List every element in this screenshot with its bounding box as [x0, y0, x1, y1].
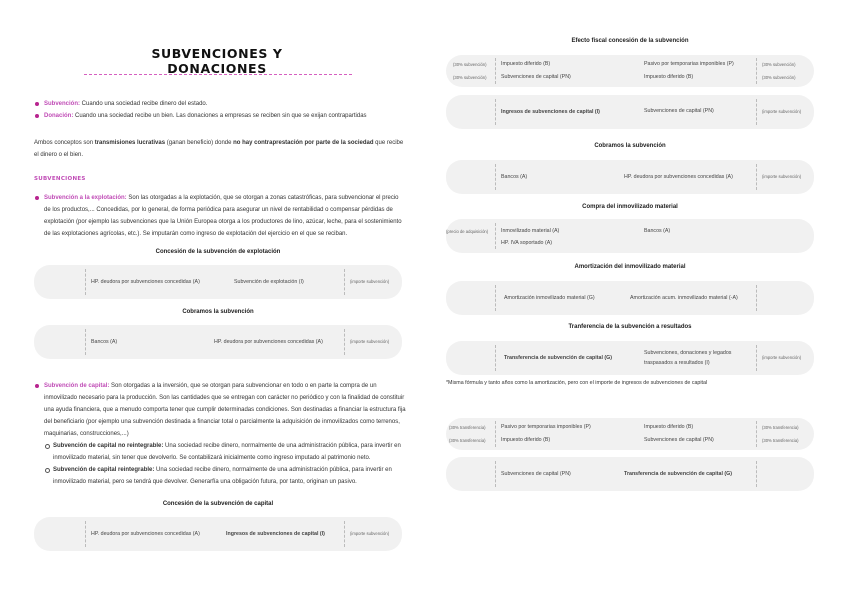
explotacion-item: Subvención a la explotación: Son las otorgadas a la explotación, que se otorgan a zonas catastróficas, para subvencionar el precio de los productos,... Concedidas, por lo general, de forma periódica para asegurar un nivel de rentabilidad o compensar pérdidas de explotación (por ejemplo las subvenciones que la Unión Europea otorga a los productores de lino, azúcar, leche, para el sostenimiento de las explotaciones agrícolas, etc.). Se imputarán como ingreso de explotación del ejercicio en el que se reciban.	[34, 192, 406, 240]
list-item: Donación: Cuando una sociedad recibe un bien. Las donaciones a empresas se reciben sin que se exijan contrapartidas	[34, 110, 404, 122]
page-title: SUBVENCIONES Y DONACIONES	[151, 46, 283, 76]
journal-entry: HP. deudora por subvenciones concedidas (A) Ingresos de subvenciones de capital (I) (importe subvención)	[34, 517, 402, 551]
journal-entry: Bancos (A) HP. deudora por subvenciones concedidas (A) (importe subvención)	[446, 160, 814, 194]
journal-entry: (precio de adquisición) Inmovilizado material (A) HP. IVA soportado (A) Bancos (A)	[446, 219, 814, 253]
entry-heading: Concesión de la subvención de capital	[162, 501, 274, 507]
journal-entry: Amortización inmovilizado material (G) Amortización acum. inmovilizado material (-A)	[446, 281, 814, 315]
journal-entry: HP. deudora por subvenciones concedidas (A) Subvención de explotación (I) (importe subvención)	[34, 265, 402, 299]
section-heading: SUBVENCIONES	[34, 176, 86, 182]
footnote: *Misma fórmula y tanto años como la amortización, pero con el importe de ingresos de subvenciones de capital	[446, 380, 708, 386]
entry-heading: Cobramos la subvención	[594, 143, 666, 149]
journal-entry: (30% transferencia) Pasivo por temporarias imponibles (P) Impuesto diferido (B) (30% transferencia) (30% transferencia) Impuesto diferido (B) Subvenciones de capital (PN) (30% transferencia)	[446, 418, 814, 450]
entry-heading: Tranferencia de la subvención a resultados	[568, 324, 692, 330]
entry-heading: Cobramos la subvención	[182, 309, 254, 315]
journal-entry: Ingresos de subvenciones de capital (I) Subvenciones de capital (PN) (importe subvención)	[446, 95, 814, 129]
entry-heading: Compra del inmovilizado material	[582, 204, 678, 210]
intro-list	[34, 98, 404, 122]
entry-heading: Concesión de la subvención de explotación	[155, 249, 281, 255]
ambos-paragraph: Ambos conceptos son transmisiones lucrativas (ganan beneficio) donde no hay contraprestación por parte de la sociedad que recibe el dinero o el bien.	[34, 140, 404, 158]
title-underline	[84, 74, 352, 75]
capital-item: Subvención de capital: Son otorgadas a la inversión, que se otorgan para subvencionar en todo o en parte la compra de un inmovilizado necesario para la producción. Son las cantidades que se entregan con carácter no periódico y con la finalidad de constituir una ayuda financiera, que a menudo comporta tener que cumplir determinadas condiciones. Son destinadas a financiar la estructura fija del beneficiario (por ejemplo una subvención destinada a financiar total o parcialmente la adquisición de inmovilizados como terrenos, maquinarias, construcciones,...) Subvención de capital no reintegrable: Una sociedad recibe dinero, normalmente de una administración pública, para invertir en inmovilizado material, sin tener que devolverlo. Se contabilizará inicialmente como ingreso imputado al patrimonio neto. Subvención de capital reintegrable: Una sociedad recibe dinero, normalmente de una administración pública, para invertir en inmovilizado material, pero se tendrá que devolver. Generarfía una obligación futura, por tanto, originan un pasivo.	[34, 380, 406, 488]
entry-heading: Amortización del inmovilizado material	[574, 264, 686, 270]
journal-entry: Subvenciones de capital (PN) Transferencia de subvención de capital (G)	[446, 457, 814, 491]
journal-entry: Transferencia de subvención de capital (G) Subvenciones, donaciones y legados traspasados a resultados (I) (importe subvención)	[446, 341, 814, 375]
journal-entry: (30% subvención) Impuesto diferido (B) Pasivo por temporarias imponibles (P) (30% subvención) (30% subvención) Subvenciones de capital (PN) Impuesto diferido (B) (30% subvención)	[446, 55, 814, 87]
journal-entry: Bancos (A) HP. deudora por subvenciones concedidas (A) (importe subvención)	[34, 325, 402, 359]
list-item: Subvención: Cuando una sociedad recibe dinero del estado.	[34, 98, 404, 110]
entry-heading: Efecto fiscal concesión de la subvención	[571, 38, 689, 44]
